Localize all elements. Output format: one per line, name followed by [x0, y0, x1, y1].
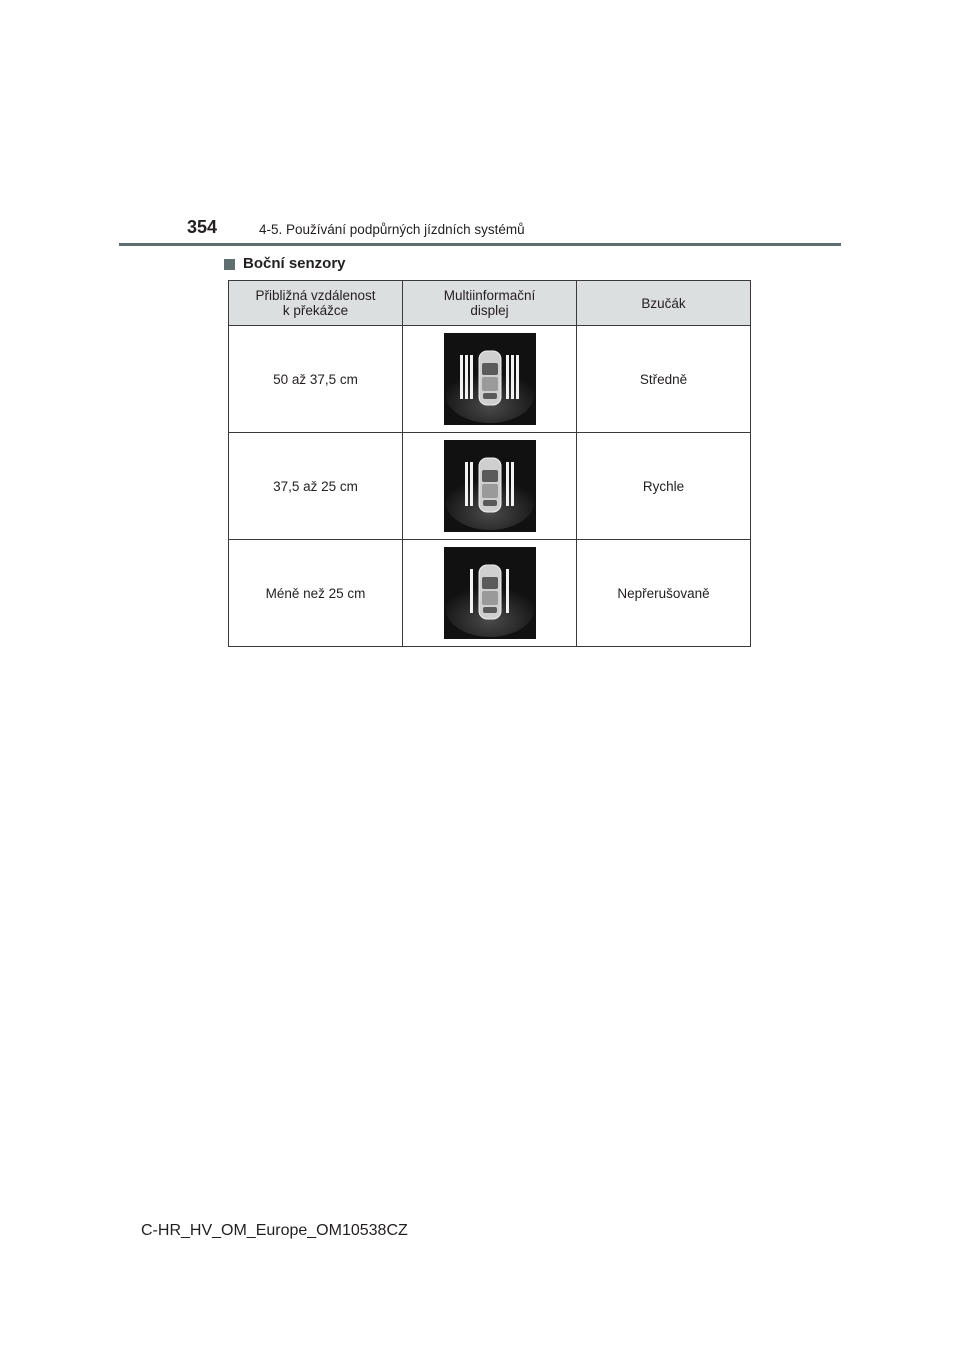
section-heading-text: Boční senzory: [243, 255, 346, 272]
sensor-bar: [506, 355, 509, 399]
sensor-bar: [511, 355, 514, 399]
buzzer-cell: Nepřerušovaně: [577, 540, 751, 647]
car-rear-window: [483, 607, 497, 613]
car-sensor-display-icon: [444, 440, 536, 532]
sensor-bar: [470, 462, 473, 506]
distance-cell: Méně než 25 cm: [229, 540, 403, 647]
column-header-display-text: Multiinformační displej: [443, 288, 536, 318]
sensor-bar: [465, 355, 468, 399]
section-heading: [224, 255, 346, 273]
sensor-bar: [511, 462, 514, 506]
sensor-bar: [460, 355, 463, 399]
table-row: [229, 540, 751, 647]
page-number: 354: [187, 217, 218, 237]
sensor-bar: [516, 355, 519, 399]
sensor-bar: [465, 462, 468, 506]
column-header-distance: [229, 281, 403, 326]
column-header-buzzer: [577, 281, 751, 326]
car-windshield: [482, 363, 498, 375]
car-rear-window: [483, 500, 497, 506]
chapter-title: 4-5. Používání podpůrných jízdních systémů: [259, 222, 525, 237]
document-code: C-HR_HV_OM_Europe_OM10538CZ: [141, 1222, 408, 1239]
square-bullet-icon: [224, 259, 235, 270]
distance-cell: 37,5 až 25 cm: [229, 433, 403, 540]
column-header-display: [403, 281, 577, 326]
car-roof: [482, 377, 498, 391]
display-cell: [403, 433, 577, 540]
sensor-bar: [506, 569, 509, 613]
car-sensor-display-icon: [444, 333, 536, 425]
car-windshield: [482, 577, 498, 589]
car-roof: [482, 484, 498, 498]
column-header-distance-text: Přibližná vzdálenost k překážce: [255, 288, 376, 318]
car-windshield: [482, 470, 498, 482]
car-roof: [482, 591, 498, 605]
sensor-bar: [470, 355, 473, 399]
buzzer-cell: Rychle: [577, 433, 751, 540]
buzzer-cell: Středně: [577, 326, 751, 433]
column-header-buzzer-text: Bzučák: [641, 295, 686, 311]
sensor-bar: [470, 569, 473, 613]
car-sensor-display-icon: [444, 547, 536, 639]
display-cell: [403, 326, 577, 433]
table-row: [229, 433, 751, 540]
sensor-bar: [506, 462, 509, 506]
display-cell: [403, 540, 577, 647]
distance-cell: 50 až 37,5 cm: [229, 326, 403, 433]
table-header-row: [229, 281, 751, 326]
header-divider: [119, 243, 841, 246]
side-sensor-table: [228, 280, 751, 647]
table-row: [229, 326, 751, 433]
car-rear-window: [483, 393, 497, 399]
